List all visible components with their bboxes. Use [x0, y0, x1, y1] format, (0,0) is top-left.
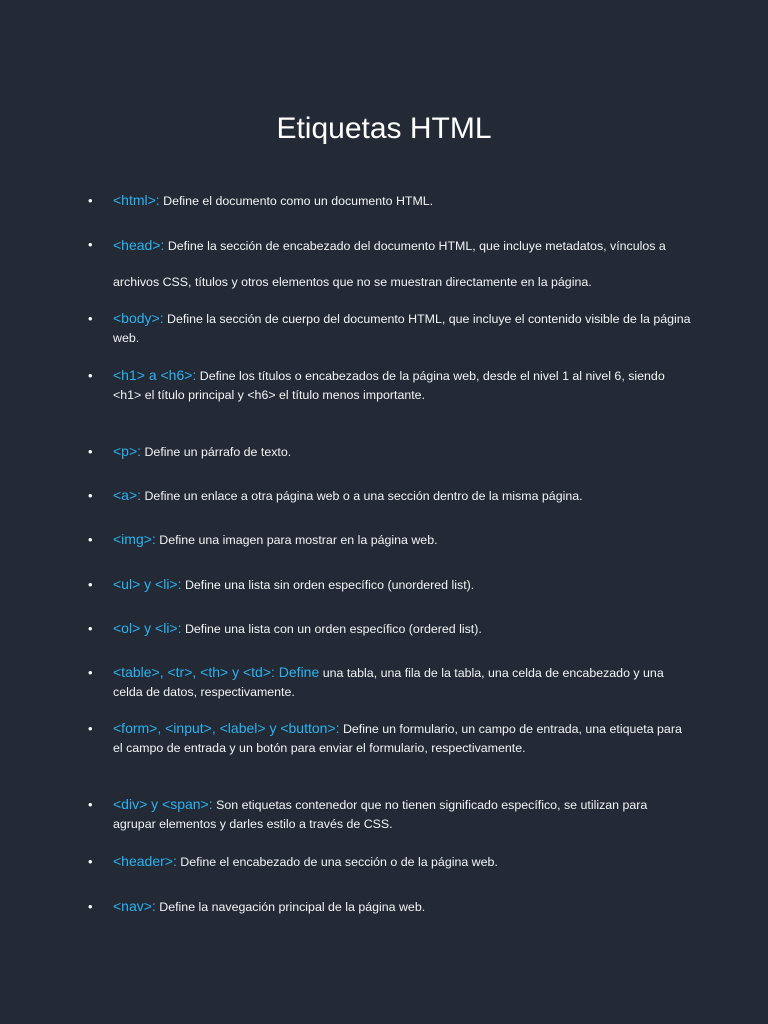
- tag-description: Define la sección de cuerpo del documento HTML, que incluye el contenido visible de la página web.: [113, 312, 691, 345]
- tag-description: Define el encabezado de una sección o de la página web.: [176, 855, 498, 869]
- tag-description: Define una lista sin orden específico (unordered list).: [181, 578, 475, 592]
- tag-description: Define una imagen para mostrar en la página web.: [155, 533, 438, 547]
- bullet-icon: •: [88, 854, 93, 869]
- bullet-icon: •: [88, 621, 93, 636]
- tag-name: <nav>:: [113, 898, 156, 914]
- tag-name: <h1> a <h6>:: [113, 367, 197, 383]
- list-item: [88, 442, 693, 462]
- tag-description: Define un párrafo de texto.: [141, 445, 292, 459]
- tag-description: Define un formulario, un campo de entrada, una etiqueta para el campo de entrada y un botón para enviar el formulario, respectivamente.: [113, 722, 682, 755]
- tag-name: <div> y <span>:: [113, 796, 213, 812]
- list-item: [88, 795, 693, 834]
- tag-description: Define un enlace a otra página web o a una sección dentro de la misma página.: [141, 489, 583, 503]
- tag-name: <ul> y <li>:: [113, 576, 182, 592]
- page-title: Etiquetas HTML: [276, 112, 492, 145]
- list-item: [88, 530, 693, 550]
- bullet-icon: •: [88, 193, 93, 208]
- tag-name: <form>, <input>, <label> y <button>:: [113, 720, 340, 736]
- bullet-icon: •: [88, 488, 93, 503]
- list-item: [88, 619, 693, 639]
- tag-description: Son etiquetas contenedor que no tienen significado específico, se utilizan para agrupar elementos y darles estilo a través de CSS.: [113, 798, 648, 831]
- tag-description: Define una lista con un orden específico (ordered list).: [181, 622, 482, 636]
- tag-name: <p>:: [113, 443, 142, 459]
- tag-name: <table>, <tr>, <th> y <td>: Define: [113, 664, 320, 680]
- bullet-icon: •: [88, 532, 93, 547]
- tag-description: Define los títulos o encabezados de la página web, desde el nivel 1 al nivel 6, siendo <h1> el título principal y <h6> el título menos importante.: [113, 369, 665, 402]
- tag-name: <img>:: [113, 531, 156, 547]
- tag-description: una tabla, una fila de la tabla, una celda de encabezado y una celda de datos, respectivamente.: [113, 666, 664, 699]
- bullet-icon: •: [88, 237, 93, 252]
- list-item: [88, 191, 693, 211]
- tag-description: Define el documento como un documento HTML.: [159, 194, 434, 208]
- list-item: [88, 575, 693, 595]
- list-item: [88, 663, 693, 702]
- list-item: [88, 486, 693, 506]
- list-item: [88, 366, 693, 405]
- tag-name: <html>:: [113, 192, 160, 208]
- bullet-icon: •: [88, 368, 93, 383]
- list-item: [88, 719, 693, 758]
- list-item: [88, 309, 693, 348]
- tag-description: Define la navegación principal de la página web.: [155, 900, 426, 914]
- list-item: [88, 227, 693, 300]
- tag-name: <a>:: [113, 487, 142, 503]
- bullet-icon: •: [88, 797, 93, 812]
- bullet-icon: •: [88, 665, 93, 680]
- tag-name: <head>:: [113, 237, 165, 253]
- tag-name: <body>:: [113, 310, 164, 326]
- tag-name: <header>:: [113, 853, 177, 869]
- bullet-icon: •: [88, 721, 93, 736]
- bullet-icon: •: [88, 311, 93, 326]
- list-item: [88, 852, 693, 872]
- bullet-icon: •: [88, 444, 93, 459]
- tag-description: Define la sección de encabezado del documento HTML, que incluye metadatos, vínculos a archivos CSS, títulos y otros elementos que no se muestran directamente en la página.: [113, 239, 666, 289]
- bullet-icon: •: [88, 577, 93, 592]
- bullet-icon: •: [88, 899, 93, 914]
- tag-name: <ol> y <li>:: [113, 620, 182, 636]
- list-item: [88, 897, 693, 917]
